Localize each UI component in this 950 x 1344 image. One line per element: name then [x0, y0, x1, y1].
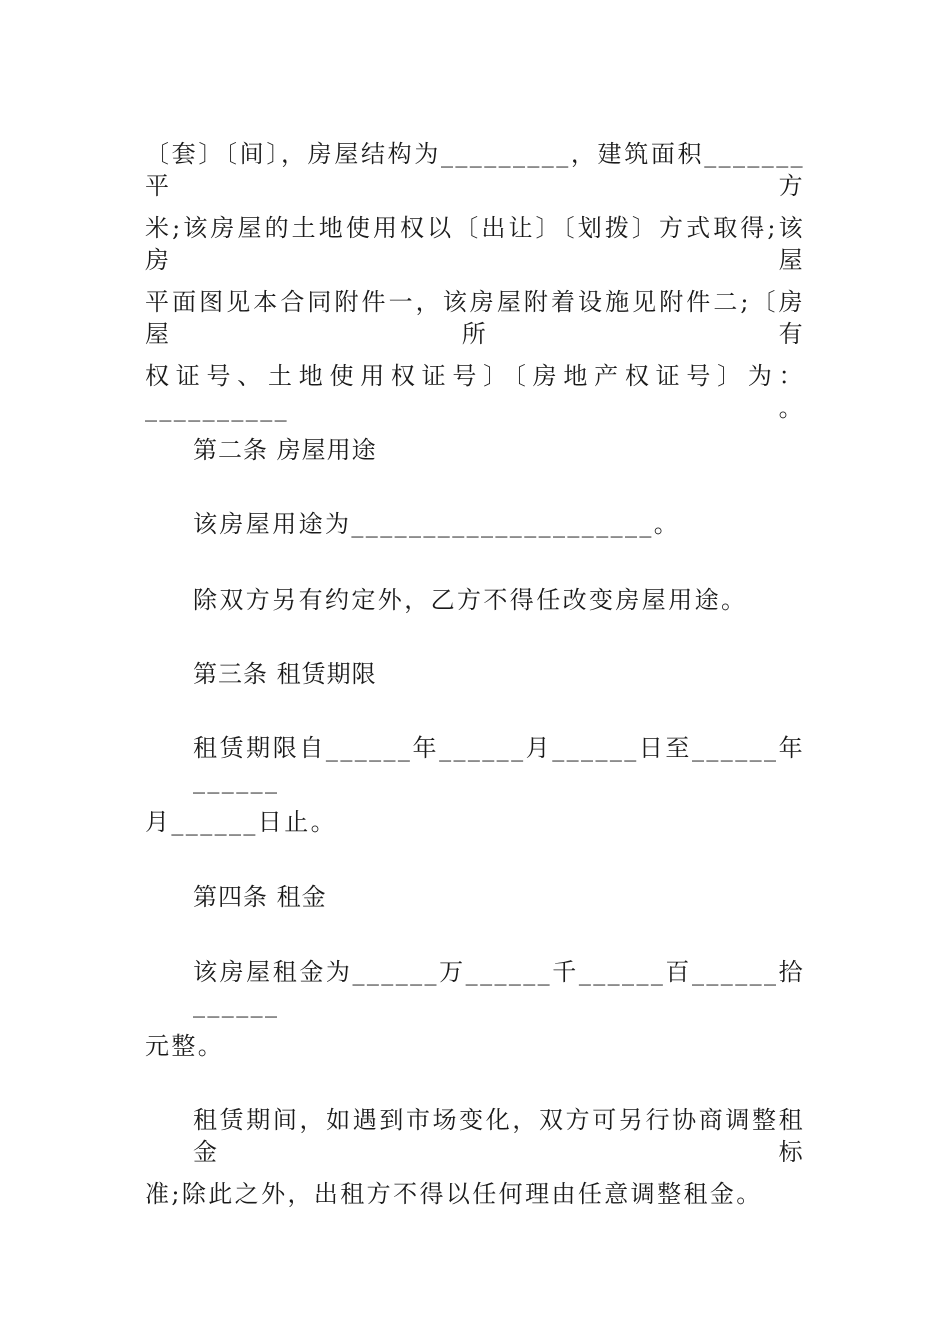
paragraph-line: 除双方另有约定外，乙方不得任改变房屋用途。 [193, 586, 748, 614]
section-heading: 第三条 租赁期限 [193, 660, 377, 688]
paragraph-line: 元整。 [145, 1032, 225, 1060]
paragraph-line: 租赁期间，如遇到市场变化，双方可另行协商调整租金标 [193, 1106, 805, 1166]
paragraph-line: 权证号、土地使用权证号〕〔房地产权证号〕为：__________。 [145, 362, 805, 422]
paragraph-line: 平面图见本合同附件一，该房屋附着设施见附件二;〔房屋所有 [145, 288, 805, 348]
paragraph-line: 月______日止。 [145, 808, 337, 836]
paragraph-line: 租赁期限自______年______月______日至______年______ [193, 734, 805, 794]
section-heading: 第二条 房屋用途 [193, 436, 377, 464]
paragraph-line: 〔套〕〔间〕，房屋结构为_________，建筑面积_______平方 [145, 140, 805, 200]
paragraph-line: 米;该房屋的土地使用权以〔出让〕〔划拨〕方式取得;该房屋 [145, 214, 805, 274]
section-heading: 第四条 租金 [193, 883, 327, 911]
paragraph-line: 该房屋用途为_____________________。 [193, 510, 681, 538]
paragraph-line: 该房屋租金为______万______千______百______拾______ [193, 958, 805, 1018]
paragraph-line: 准;除此之外，出租方不得以任何理由任意调整租金。 [145, 1180, 763, 1208]
